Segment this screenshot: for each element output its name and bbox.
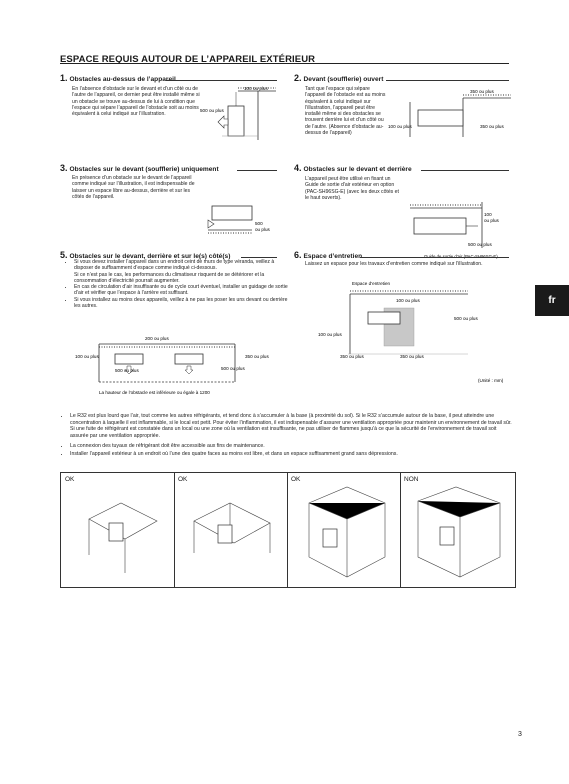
s4-label-100: 100 bbox=[484, 212, 492, 217]
section-2-body: Tant que l’espace qui sépare l’appareil de l’obstacle est au moins équivalent à celui indiqué sur l’illustration, l’appareil peut être installé même si des obstacles se trouvent derrière lui et d’un côté ou de l’autre. (Absence d’obstacle au-dessus de l’appareil) bbox=[305, 86, 386, 137]
s5-label-height: La hauteur de l’obstacle est inférieure ou égale à 1200 bbox=[99, 390, 210, 395]
s2-label-350-top: 350 ou plus bbox=[470, 89, 494, 94]
grid-label-1: OK bbox=[65, 476, 75, 483]
section-4-rule bbox=[421, 170, 509, 171]
section-6-title: Espace d’entretien bbox=[303, 253, 363, 260]
grid-cell-3 bbox=[287, 473, 401, 587]
section-5-bullets bbox=[66, 259, 288, 309]
section-3-title: Obstacles sur le devant (soufflerie) uniquement bbox=[69, 166, 219, 173]
s5-label-200: 200 ou plus bbox=[145, 336, 169, 341]
section-4-title: Obstacles sur le devant et derrière bbox=[303, 166, 412, 173]
room-illustration-1 bbox=[61, 473, 174, 587]
note-r32: • Le R32 est plus lourd que l’air, tout comme les autres réfrigérants, et tend donc à s’accumuler à la base (à proximité du sol). Si le R32 s’accumule autour de la base, il peut atteindre une concentration à laquelle il est inflammable, si le local est petit. Pour éviter l’inflammation, il est indispensable d’assurer une ventilation appropriée pour maintenir un environnement de travail sûr. Si une fuite de réfrigérant est constatée dans un local ou une zone où la ventilation est insuffisante, ne pas utiliser de flammes jusqu’à ce que la sécurité de l’environnement de travail soit assurée par une ventilation appropriée. bbox=[70, 413, 515, 439]
s5-bullet-1: • Si vous devez installer l’appareil dans un endroit ceint de murs de type véranda, veillez à disposer de suffisamment d’espace comme indiqué ci-dessous. bbox=[74, 259, 288, 272]
section-5-number: 5. bbox=[60, 250, 68, 260]
section-4-heading bbox=[294, 163, 412, 173]
s4-label-ou-plus: ou plus bbox=[484, 218, 499, 223]
section-2-diagram bbox=[388, 82, 513, 142]
section-1-heading bbox=[60, 73, 176, 83]
s6-label-espace: Espace d’entretien bbox=[352, 281, 391, 286]
grid-cell-4 bbox=[400, 473, 515, 587]
section-3-number: 3. bbox=[60, 163, 68, 173]
s5-label-100: 100 ou plus bbox=[75, 354, 99, 359]
section-3-rule bbox=[237, 170, 277, 171]
grid-label-4: NON bbox=[404, 476, 419, 483]
section-6-number: 6. bbox=[294, 250, 302, 260]
s3-label-500: 500 bbox=[255, 221, 263, 226]
s5-bullet-4: • Si vous installez au moins deux appareils, veillez à ne pas les poser les uns devant ou derrière les autres. bbox=[74, 297, 288, 310]
s5-label-500-a: 500 ou plus bbox=[115, 368, 139, 373]
section-4-diagram bbox=[404, 198, 514, 260]
title-rule bbox=[60, 63, 509, 64]
s6-label-500: 500 ou plus bbox=[454, 316, 478, 321]
room-illustration-4 bbox=[400, 473, 515, 587]
s5-bullet-2: Si ce n’est pas le cas, les performances du climatiseur risquent de se détériorer et la consommation d’électricité pourrait augmenter. bbox=[74, 271, 265, 284]
grid-label-2: OK bbox=[178, 476, 188, 483]
s6-label-350-a: 350 ou plus bbox=[340, 354, 364, 359]
s6-label-350-b: 350 ou plus bbox=[400, 354, 424, 359]
section-1-body: En l’absence d’obstacle sur le devant et d’un côté ou de l’autre de l’appareil, ce dernier peut être installé même si un obstacle se trouve au-dessus de lui à condition que l’espace qui sépare l’appareil de l’obstacle soit au moins équivalent à celui indiqué sur l’illustration. bbox=[72, 86, 200, 118]
s1-label-500: 500 ou plus bbox=[200, 108, 224, 113]
section-1-number: 1. bbox=[60, 73, 68, 83]
s6-label-100-top: 100 ou plus bbox=[396, 298, 420, 303]
grid-cell-2 bbox=[174, 473, 288, 587]
room-illustration-2 bbox=[174, 473, 287, 587]
section-2-number: 2. bbox=[294, 73, 302, 83]
s4-label-guide: Guide de sortie d’air (PAC-SH96SG-E) bbox=[424, 254, 498, 259]
s6-label-100-left: 100 ou plus bbox=[318, 332, 342, 337]
room-illustration-3 bbox=[287, 473, 400, 587]
section-1-rule bbox=[166, 80, 277, 81]
s2-label-100: 100 ou plus bbox=[388, 124, 412, 129]
section-6-heading bbox=[294, 250, 362, 260]
installation-grid bbox=[60, 472, 516, 588]
s2-label-350-right: 350 ou plus bbox=[480, 124, 504, 129]
section-5-diagram bbox=[75, 334, 285, 400]
page-title: ESPACE REQUIS AUTOUR DE L’APPAREIL EXTÉRIEUR bbox=[60, 54, 316, 65]
note-connexion: • La connexion des tuyaux de réfrigérant doit être accessible aux fins de maintenance. bbox=[70, 443, 515, 450]
section-5-rule bbox=[241, 257, 277, 258]
section-3-body: En présence d’un obstacle sur le devant de l’appareil comme indiqué sur l’illustration, il est indispensable de laisser un espace libre au-dessus, derrière et sur les côtés de l’appareil. bbox=[72, 175, 195, 200]
s5-label-350: 350 ou plus bbox=[245, 354, 269, 359]
section-4-number: 4. bbox=[294, 163, 302, 173]
section-3-diagram bbox=[200, 200, 278, 240]
section-1-title: Obstacles au-dessus de l’appareil bbox=[69, 76, 176, 83]
section-5-title: Obstacles sur le devant, derrière et sur le(s) côté(s) bbox=[69, 253, 231, 260]
section-2-title: Devant (soufflerie) ouvert bbox=[303, 76, 384, 83]
s4-label-500: 500 ou plus bbox=[468, 242, 492, 247]
note-installer: • Installer l’appareil extérieur à un endroit où l’une des quatre faces au moins est libre, et dans un espace suffisamment grand sans dépressions. bbox=[70, 451, 515, 458]
section-2-rule bbox=[386, 80, 509, 81]
section-4-body: L’appareil peut être utilisé en fixant un Guide de sortie d’air extérieur en option (PAC-SH96SG-E) (avec les deux côtés et le haut ouverts). bbox=[305, 176, 399, 201]
s5-bullet-3: • En cas de circulation d’air insuffisante ou de cycle court éventuel, installer un guidage de sortie d’air et vérifier que l’espace à l’arrière est suffisant. bbox=[74, 284, 288, 297]
section-2-heading bbox=[294, 73, 383, 83]
s6-label-unit: (Unité : mm) bbox=[478, 378, 504, 383]
s1-label-100: 100 ou plus bbox=[244, 86, 268, 91]
section-6-diagram bbox=[318, 278, 513, 386]
bottom-notes bbox=[60, 413, 515, 458]
section-1-diagram bbox=[200, 82, 278, 142]
section-6-rule bbox=[360, 257, 509, 258]
language-tab: fr bbox=[535, 285, 569, 316]
s3-label-ou-plus: ou plus bbox=[255, 227, 270, 232]
section-6-body: Laissez un espace pour les travaux d’entretien comme indiqué sur l’illustration. bbox=[305, 261, 483, 267]
grid-cell-1 bbox=[61, 473, 175, 587]
s5-label-500-b: 500 ou plus bbox=[221, 366, 245, 371]
page-number: 3 bbox=[518, 731, 522, 738]
section-3-heading bbox=[60, 163, 219, 173]
grid-label-3: OK bbox=[291, 476, 301, 483]
